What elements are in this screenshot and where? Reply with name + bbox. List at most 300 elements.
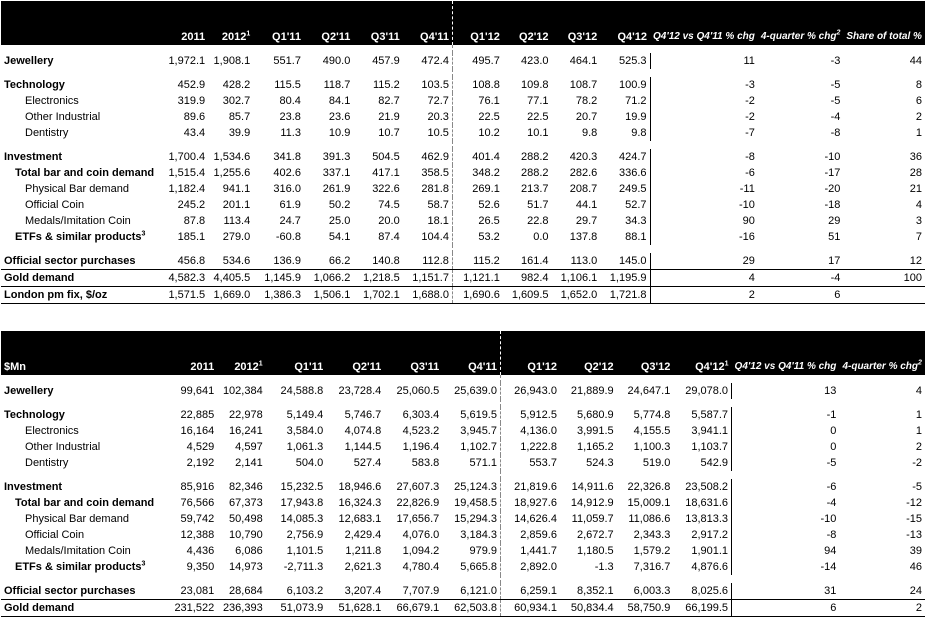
table-cell: 979.9 xyxy=(442,543,500,559)
table-cell: 1,102.7 xyxy=(442,439,500,455)
table-cell: 51,628.1 xyxy=(326,600,384,617)
table-cell: 85.7 xyxy=(228,111,251,123)
table-cell: 5,774.8 xyxy=(633,409,671,421)
table-cell: 319.9 xyxy=(177,95,206,107)
table-row xyxy=(1,479,925,495)
header-2011: 2011 xyxy=(159,1,208,45)
table-cell: 4,136.0 xyxy=(520,425,557,437)
spacer-row xyxy=(1,45,925,53)
table-cell: 17,943.8 xyxy=(280,497,324,509)
table-cell: 2,756.9 xyxy=(286,529,324,541)
table-row xyxy=(1,543,925,559)
table-cell: 0 xyxy=(732,423,840,439)
table-cell: 4,155.5 xyxy=(633,425,671,437)
table-cell: 1 xyxy=(915,127,922,139)
table-cell: 51 xyxy=(828,231,841,243)
table-cell: -17 xyxy=(824,167,841,179)
table-cell: 336.6 xyxy=(618,167,647,179)
table-cell: 36 xyxy=(909,151,922,163)
row-label: Official sector purchases xyxy=(4,585,136,597)
header-q2-11: Q2'11 xyxy=(326,331,384,375)
table-row xyxy=(1,495,925,511)
table-row xyxy=(1,213,925,229)
row-label: Physical Bar demand xyxy=(25,513,129,525)
table-cell: 23,728.4 xyxy=(338,385,382,397)
table-cell: 10.1 xyxy=(527,127,549,139)
tonnes-table-body xyxy=(1,45,925,304)
table-cell: -4 xyxy=(830,111,841,123)
table-cell: 185.1 xyxy=(177,231,206,243)
table-cell: 53.2 xyxy=(478,231,500,243)
table-cell: -15 xyxy=(906,513,922,525)
table-cell: 118.7 xyxy=(323,79,351,91)
table-cell: 26.5 xyxy=(478,215,500,227)
table-row xyxy=(1,559,925,575)
table-cell: 8,352.1 xyxy=(576,585,614,597)
table-cell: 104.4 xyxy=(403,229,453,245)
table-cell: 1,506.1 xyxy=(304,287,353,304)
table-cell: 115.2 xyxy=(473,255,500,267)
table-cell: 113.0 xyxy=(570,255,598,267)
row-label: Medals/Imitation Coin xyxy=(25,215,131,227)
table-cell: 20.0 xyxy=(378,215,400,227)
table-cell: 4,597 xyxy=(235,441,263,453)
table-cell: 5,912.5 xyxy=(520,409,557,421)
table-cell: 982.4 xyxy=(503,270,552,287)
table-cell: 2 xyxy=(839,600,925,617)
table-cell: 11,086.6 xyxy=(628,513,671,525)
table-cell: 24,647.1 xyxy=(627,385,671,397)
table-row xyxy=(1,109,925,125)
table-cell: 9.8 xyxy=(631,127,647,139)
header-2011: 2011 xyxy=(160,331,217,375)
table-cell: 4 xyxy=(915,385,922,397)
table-cell: 525.3 xyxy=(618,55,647,67)
table-cell: 23.8 xyxy=(279,111,301,123)
header-yoy-chg: Q4'12 vs Q4'11 % chg xyxy=(732,331,840,375)
table-cell: 115.5 xyxy=(274,79,301,91)
table-cell: -4 xyxy=(732,495,840,511)
header-q4-12: Q4'12 xyxy=(600,1,650,45)
table-cell: 21.9 xyxy=(378,111,400,123)
table-cell: 76.1 xyxy=(478,95,500,107)
table-row xyxy=(1,600,925,617)
table-cell: 14,626.4 xyxy=(514,513,557,525)
table-cell: 1,441.7 xyxy=(520,545,557,557)
table-cell: 15,009.1 xyxy=(627,497,671,509)
table-cell: 13,813.3 xyxy=(685,513,729,525)
table-cell: 6,086 xyxy=(235,545,263,557)
table-cell: 18,946.6 xyxy=(338,481,382,493)
header-2012: 2012$^1$ xyxy=(217,331,266,375)
table-cell: 136.9 xyxy=(273,255,301,267)
table-cell: -20 xyxy=(824,183,841,195)
header-q4-11: Q4'11 xyxy=(403,1,453,45)
row-label: Total bar and coin demand xyxy=(15,167,155,179)
table-cell: 87.8 xyxy=(183,215,206,227)
table-cell: -2 xyxy=(650,109,758,125)
table-cell: 7,316.7 xyxy=(633,561,671,573)
spacer-row xyxy=(1,141,925,149)
table-cell: 22,826.9 xyxy=(396,497,440,509)
table-row xyxy=(1,583,925,600)
table-cell: -1 xyxy=(732,407,840,423)
header-q3-11: Q3'11 xyxy=(384,331,442,375)
table-cell: 46 xyxy=(909,561,922,573)
table-cell: 1,144.5 xyxy=(344,441,382,453)
table-cell: 1,515.4 xyxy=(168,167,206,179)
table-cell: 22.5 xyxy=(527,111,549,123)
table-cell: 341.8 xyxy=(273,151,301,163)
table-cell: 29.7 xyxy=(575,215,598,227)
table-cell: -16 xyxy=(650,229,758,245)
table-cell: 551.7 xyxy=(273,55,301,67)
table-cell: -8 xyxy=(650,149,758,165)
table-cell: 84.1 xyxy=(328,95,351,107)
header-q2-11: Q2'11 xyxy=(304,1,353,45)
header-q1-12: Q1'12 xyxy=(500,331,559,375)
table-cell: 140.8 xyxy=(372,255,400,267)
table-row xyxy=(1,77,925,93)
table-cell: 423.0 xyxy=(521,55,549,67)
table-cell: -12 xyxy=(906,497,922,509)
table-cell: 1,145.9 xyxy=(253,270,304,287)
table-cell: 10.5 xyxy=(403,125,453,141)
row-label: Electronics xyxy=(25,95,79,107)
table-cell: 208.7 xyxy=(569,183,598,195)
table-cell: 402.6 xyxy=(273,167,301,179)
table-cell: 1,103.7 xyxy=(691,441,729,453)
table-cell: 11 xyxy=(650,53,758,69)
table-cell: 279.0 xyxy=(222,231,251,243)
table-cell: 424.7 xyxy=(618,151,647,163)
table-cell: 316.0 xyxy=(273,183,301,195)
table-cell: 456.8 xyxy=(177,255,206,267)
table-cell: 51.7 xyxy=(527,199,549,211)
table-cell: 115.2 xyxy=(373,79,400,91)
table-cell: 6,103.2 xyxy=(286,585,324,597)
table-cell: 113.4 xyxy=(223,215,251,227)
header-q3-12: Q3'12 xyxy=(617,331,674,375)
table-cell: 59,742 xyxy=(180,513,215,525)
table-cell: 16,324.3 xyxy=(338,497,382,509)
table-cell: 1,901.1 xyxy=(691,545,729,557)
value-table-body xyxy=(1,375,925,617)
table-cell: 22,326.8 xyxy=(627,481,671,493)
table-cell: 6 xyxy=(732,600,840,617)
table-cell: 0.0 xyxy=(533,231,549,243)
header-q2-12: Q2'12 xyxy=(560,331,617,375)
spacer-row xyxy=(1,471,925,479)
table-cell: 82.7 xyxy=(378,95,400,107)
table-cell: 1,908.1 xyxy=(213,55,251,67)
table-cell: 553.7 xyxy=(529,457,557,469)
row-label: Jewellery xyxy=(4,55,54,67)
table-cell: 12,683.1 xyxy=(338,513,382,525)
table-cell: 54.1 xyxy=(328,231,351,243)
table-row xyxy=(1,229,925,245)
table-cell: 103.5 xyxy=(403,77,453,93)
table-cell: 1,182.4 xyxy=(168,183,206,195)
table-cell: 39 xyxy=(909,545,922,557)
table-cell: -1.3 xyxy=(594,561,614,573)
table-cell: 542.9 xyxy=(700,457,729,469)
table-cell: -5 xyxy=(830,79,841,91)
table-cell: 25,060.5 xyxy=(396,385,440,397)
table-cell: 5,680.9 xyxy=(576,409,614,421)
header-q1-12: Q1'12 xyxy=(452,1,502,45)
table-cell: 25.0 xyxy=(328,215,351,227)
table-row xyxy=(1,439,925,455)
table-cell: 66,199.5 xyxy=(673,600,731,617)
table-cell: 161.4 xyxy=(521,255,549,267)
table-row xyxy=(1,181,925,197)
table-cell: 2 xyxy=(915,441,922,453)
table-cell: 60,934.1 xyxy=(500,600,559,617)
table-cell: 23,508.2 xyxy=(685,481,729,493)
table-cell: 401.4 xyxy=(472,151,500,163)
table-cell: 490.0 xyxy=(322,55,351,67)
table-cell: 19.9 xyxy=(625,111,647,123)
table-cell: 6 xyxy=(758,287,843,304)
table-cell: 6,303.4 xyxy=(402,409,440,421)
table-cell: 17 xyxy=(828,255,841,267)
table-cell: 39.9 xyxy=(228,127,251,139)
row-label: Other Industrial xyxy=(25,441,101,453)
table-cell: 2 xyxy=(650,287,758,304)
table-cell: 6,259.1 xyxy=(520,585,557,597)
table-cell: 4,876.6 xyxy=(691,561,729,573)
table-cell: 19,458.5 xyxy=(442,495,500,511)
table-cell: 9.8 xyxy=(581,127,598,139)
table-cell: 5,587.7 xyxy=(691,409,729,421)
value-table xyxy=(1,331,925,617)
table-cell: -8 xyxy=(732,527,840,543)
table-cell: 1,700.4 xyxy=(168,151,206,163)
table-cell: 4,405.5 xyxy=(208,270,253,287)
table-cell: 4,582.3 xyxy=(159,270,208,287)
table-cell xyxy=(843,287,925,304)
table-cell: 527.4 xyxy=(353,457,382,469)
table-row xyxy=(1,407,925,423)
table-cell: -2 xyxy=(650,93,758,109)
table-cell: -3 xyxy=(830,55,841,67)
table-cell: 5,665.8 xyxy=(442,559,500,575)
table-cell: 100 xyxy=(843,270,925,287)
table-cell: 145.0 xyxy=(618,255,647,267)
row-label: Dentistry xyxy=(25,457,69,469)
table-cell: 1,534.6 xyxy=(213,151,251,163)
spacer-row xyxy=(1,399,925,407)
table-cell: 85,916 xyxy=(180,481,215,493)
table-cell: 50.2 xyxy=(328,199,351,211)
table-cell: 5,149.4 xyxy=(286,409,324,421)
table-cell: 137.8 xyxy=(569,231,598,243)
table-cell: 72.7 xyxy=(403,93,453,109)
table-cell: 16,164 xyxy=(180,425,215,437)
row-label: Electronics xyxy=(25,425,79,437)
table-cell: 1,121.1 xyxy=(452,270,502,287)
table-cell: 52.7 xyxy=(625,199,647,211)
table-cell: 583.8 xyxy=(411,457,440,469)
table-cell: 6,003.3 xyxy=(633,585,671,597)
table-cell: 1,669.0 xyxy=(208,287,253,304)
table-cell: 6,121.0 xyxy=(442,583,500,600)
row-label: Technology xyxy=(4,409,65,421)
table-cell: 44.1 xyxy=(575,199,598,211)
table-cell: -14 xyxy=(732,559,840,575)
table-cell: 25,124.3 xyxy=(442,479,500,495)
table-cell: 4,523.2 xyxy=(402,425,440,437)
table-cell: 102,384 xyxy=(222,385,263,397)
table-cell: 1,721.8 xyxy=(600,287,650,304)
table-cell: 5,746.7 xyxy=(344,409,382,421)
table-cell: 1,061.3 xyxy=(286,441,324,453)
table-cell: 44 xyxy=(909,55,922,67)
header-share: Share of total % xyxy=(843,1,925,45)
table-cell: 31 xyxy=(732,583,840,600)
table-cell: -18 xyxy=(824,199,841,211)
table-cell: 89.6 xyxy=(183,111,206,123)
row-label: Medals/Imitation Coin xyxy=(25,545,131,557)
table-cell: 18.1 xyxy=(403,213,453,229)
table-cell: 16,241 xyxy=(229,425,263,437)
table-cell: 76,566 xyxy=(180,497,215,509)
row-label: Total bar and coin demand xyxy=(15,497,155,509)
table-cell: 11,059.7 xyxy=(571,513,614,525)
table-cell: 1,106.1 xyxy=(552,270,601,287)
table-cell: 18,631.6 xyxy=(685,497,729,509)
table-cell: 358.5 xyxy=(403,165,453,181)
table-cell: 15,232.5 xyxy=(280,481,324,493)
table-cell: 51,073.9 xyxy=(266,600,327,617)
table-cell: 1 xyxy=(915,409,922,421)
table-cell: 8,025.6 xyxy=(691,585,729,597)
table-cell: 87.4 xyxy=(378,231,400,243)
table-cell: 24.7 xyxy=(279,215,301,227)
table-cell: 22,885 xyxy=(180,409,215,421)
row-label: Official sector purchases xyxy=(4,255,136,267)
table-cell: 1,101.5 xyxy=(286,545,324,557)
table-cell: 519.0 xyxy=(642,457,671,469)
table-cell: 14,085.3 xyxy=(280,513,324,525)
row-label: Physical Bar demand xyxy=(25,183,129,195)
table-row xyxy=(1,423,925,439)
row-label: Official Coin xyxy=(25,529,85,541)
table-cell: 452.9 xyxy=(177,79,206,91)
table-cell: 417.1 xyxy=(372,167,400,179)
table-cell: -11 xyxy=(650,181,758,197)
table-row xyxy=(1,93,925,109)
table-cell: 1,195.9 xyxy=(600,270,650,287)
table-cell: 322.6 xyxy=(372,183,400,195)
table-row xyxy=(1,270,925,287)
table-cell: 112.8 xyxy=(403,253,453,270)
table-cell: -5 xyxy=(830,95,841,107)
table-cell: 4,436 xyxy=(186,545,215,557)
table-cell: 3,945.7 xyxy=(442,423,500,439)
row-label: Gold demand xyxy=(1,600,160,617)
table-cell: 1,688.0 xyxy=(403,287,453,304)
table-cell: 23.6 xyxy=(328,111,351,123)
table-cell: 1,386.3 xyxy=(253,287,304,304)
table-cell: 10.2 xyxy=(478,127,500,139)
table-cell: 109.8 xyxy=(521,79,549,91)
row-label: Investment xyxy=(4,151,63,163)
row-label: Technology xyxy=(4,79,65,91)
table-cell: -10 xyxy=(824,151,841,163)
table-cell: 464.1 xyxy=(569,55,598,67)
table-cell: 1,255.6 xyxy=(213,167,251,179)
table-cell: 94 xyxy=(732,543,840,559)
table-cell: -6 xyxy=(732,479,840,495)
table-cell: 1,690.6 xyxy=(452,287,502,304)
header-q1-11: Q1'11 xyxy=(253,1,304,45)
table-row xyxy=(1,383,925,399)
table-cell: 1,218.5 xyxy=(353,270,402,287)
table-cell: 99,641 xyxy=(180,385,215,397)
table-cell: 281.8 xyxy=(403,181,453,197)
table-cell: 108.8 xyxy=(472,79,500,91)
table-cell: 88.1 xyxy=(625,231,647,243)
table-cell: 1,100.3 xyxy=(633,441,671,453)
table-cell: 504.5 xyxy=(372,151,400,163)
table-cell: 457.9 xyxy=(372,55,400,67)
table-cell: -5 xyxy=(732,455,840,471)
table-cell: 108.7 xyxy=(569,79,598,91)
table-cell: 52.6 xyxy=(478,199,500,211)
table-cell: 288.2 xyxy=(521,167,549,179)
table-cell: 28,684 xyxy=(229,585,263,597)
table-cell: 22,978 xyxy=(229,409,263,421)
table-cell: 77.1 xyxy=(527,95,549,107)
table-cell: 1,180.5 xyxy=(576,545,614,557)
table-cell: -10 xyxy=(732,511,840,527)
table-cell: 22.5 xyxy=(478,111,500,123)
table-cell: 67,373 xyxy=(229,497,263,509)
table-cell: 4,780.4 xyxy=(402,561,440,573)
table-cell: 504.0 xyxy=(295,457,324,469)
table-cell: 1,972.1 xyxy=(168,55,206,67)
table-cell: 58.7 xyxy=(403,197,453,213)
table-cell: 269.1 xyxy=(472,183,500,195)
table-cell: -3 xyxy=(650,77,758,93)
table-cell: 66,679.1 xyxy=(384,600,442,617)
table-row xyxy=(1,253,925,270)
table-cell: 4,529 xyxy=(186,441,215,453)
table-cell: 1,702.1 xyxy=(353,287,402,304)
table-cell: 80.4 xyxy=(279,95,301,107)
row-label: Gold demand xyxy=(1,270,159,287)
table-cell: 62,503.8 xyxy=(442,600,500,617)
table-cell: 29 xyxy=(828,215,841,227)
table-cell: 6 xyxy=(915,95,922,107)
table-row xyxy=(1,287,925,304)
table-cell: 941.1 xyxy=(222,183,251,195)
table-cell: 50,498 xyxy=(229,513,263,525)
table-cell: -7 xyxy=(650,125,758,141)
table-cell: 10,790 xyxy=(229,529,263,541)
table-cell: 302.7 xyxy=(222,95,251,107)
table-cell: 29,078.0 xyxy=(685,385,729,397)
table-cell: 7 xyxy=(915,231,922,243)
table-cell: 3,207.4 xyxy=(344,585,382,597)
table-cell: 2,192 xyxy=(186,457,215,469)
table-cell: 14,973 xyxy=(229,561,263,573)
table-cell: 50,834.4 xyxy=(560,600,617,617)
table-cell: 8 xyxy=(915,79,922,91)
table-cell: 236,393 xyxy=(217,600,266,617)
